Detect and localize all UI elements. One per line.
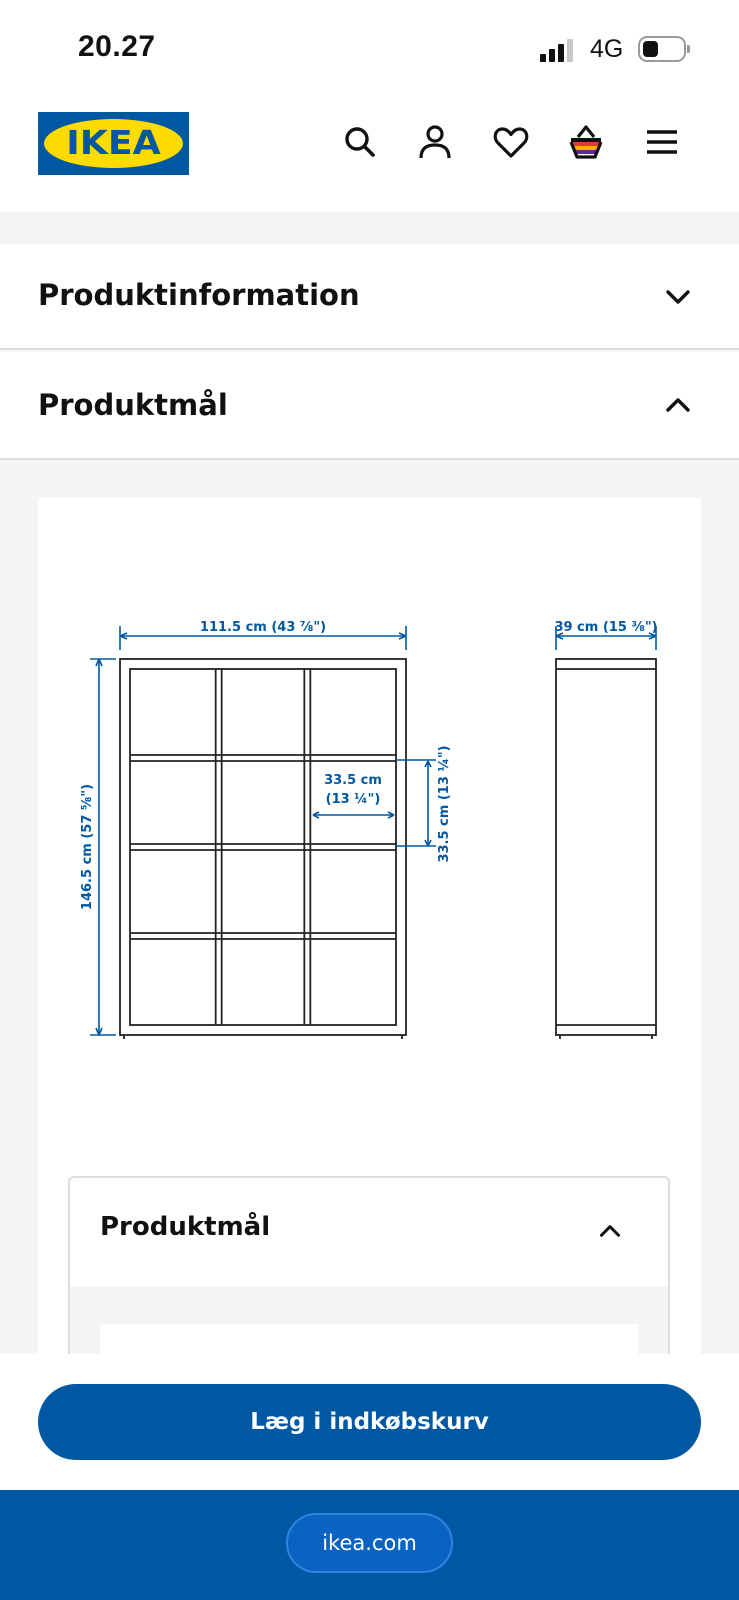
inner-section-title: Produktmål xyxy=(100,1212,271,1242)
add-to-cart-button[interactable]: Læg i indkøbskurv xyxy=(38,1384,701,1460)
battery-icon xyxy=(638,36,686,62)
section-title: Produktmål xyxy=(38,388,228,422)
inner-section-header[interactable] xyxy=(70,1178,668,1286)
heart-icon[interactable] xyxy=(491,122,531,162)
status-time: 20.27 xyxy=(78,30,156,63)
section-product-information[interactable] xyxy=(0,244,739,350)
chevron-up-icon[interactable] xyxy=(664,396,692,414)
depth-label: 39 cm (15 ⅜") xyxy=(554,620,658,635)
search-icon[interactable] xyxy=(340,122,380,162)
shelf-unit-front xyxy=(120,659,406,1039)
account-icon[interactable] xyxy=(415,122,455,162)
section-product-dimensions[interactable] xyxy=(0,352,739,460)
signal-icon xyxy=(540,38,580,62)
site-header xyxy=(0,100,739,212)
url-bar[interactable]: ikea.com xyxy=(286,1513,453,1573)
basket-icon[interactable] xyxy=(566,122,606,162)
chevron-up-icon[interactable] xyxy=(598,1223,622,1239)
compartment-width-label: 33.5 cm xyxy=(324,773,382,788)
inner-dimensions-card xyxy=(68,1176,670,1376)
compartment-width-label: (13 ¼") xyxy=(325,792,381,807)
compartment-height-label: 33.5 cm (13 ¼") xyxy=(437,745,452,863)
ikea-logo[interactable]: IKEA xyxy=(38,112,189,175)
shelf-unit-side xyxy=(556,659,656,1039)
chevron-down-icon[interactable] xyxy=(664,288,692,306)
menu-icon[interactable] xyxy=(642,122,682,162)
purchase-bar xyxy=(0,1354,739,1490)
width-label: 111.5 cm (43 ⅞") xyxy=(199,620,327,635)
height-label: 146.5 cm (57 ⅝") xyxy=(80,783,95,911)
network-type: 4G xyxy=(590,35,624,63)
browser-toolbar xyxy=(0,1490,739,1600)
section-title: Produktinformation xyxy=(38,278,360,312)
status-bar xyxy=(0,0,739,100)
